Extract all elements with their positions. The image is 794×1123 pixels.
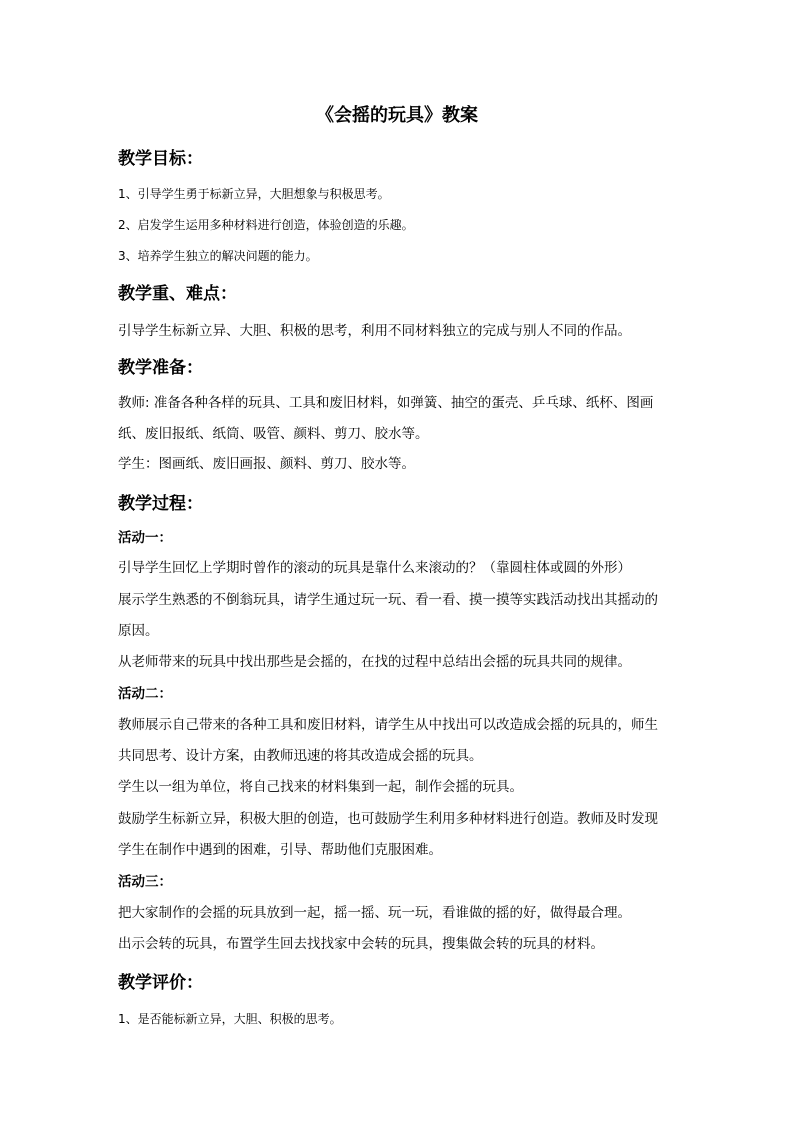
- section-heading-process: 教学过程：: [118, 494, 203, 514]
- activity-2-line: 学生以一组为单位，将自己找来的材料集到一起，制作会摇的玩具。: [118, 779, 523, 795]
- preparation-line: 纸、废旧报纸、纸筒、吸管、颜料、剪刀、胶水等。: [118, 426, 429, 442]
- evaluation-item: 1、是否能标新立异，大胆、积极的思考。: [118, 1012, 342, 1026]
- goal-item: 2、启发学生运用多种材料进行创造，体验创造的乐趣。: [118, 218, 414, 232]
- section-heading-preparation: 教学准备：: [118, 358, 203, 378]
- activity-2-line: 共同思考、设计方案，由教师迅速的将其改造成会摇的玩具。: [118, 748, 483, 764]
- activity-2-line: 学生在制作中遇到的困难，引导、帮助他们克服困难。: [118, 842, 442, 858]
- activity-1-line: 原因。: [118, 623, 159, 639]
- activity-1-label: 活动一：: [118, 530, 172, 546]
- preparation-line: 学生：图画纸、废旧画报、颜料、剪刀、胶水等。: [118, 456, 415, 472]
- section-heading-key-points: 教学重、难点：: [118, 284, 237, 304]
- document-title: 《会摇的玩具》教案: [316, 105, 478, 126]
- activity-2-line: 鼓励学生标新立异，积极大胆的创造，也可鼓励学生利用多种材料进行创造。教师及时发现: [118, 811, 658, 827]
- preparation-line: 教师: 准备各种各样的玩具、工具和废旧材料，如弹簧、抽空的蛋壳、乒乓球、纸杯、图画: [118, 395, 654, 411]
- activity-3-line: 把大家制作的会摇的玩具放到一起，摇一摇、玩一玩，看谁做的摇的好，做得最合理。: [118, 905, 631, 921]
- activity-3-label: 活动三：: [118, 874, 172, 890]
- goal-item: 3、培养学生独立的解决问题的能力。: [118, 249, 318, 263]
- activity-3-line: 出示会转的玩具，布置学生回去找找家中会转的玩具，搜集做会转的玩具的材料。: [118, 936, 604, 952]
- activity-1-line: 从老师带来的玩具中找出那些是会摇的，在找的过程中总结出会摇的玩具共同的规律。: [118, 654, 631, 670]
- activity-1-line: 展示学生熟悉的不倒翁玩具，请学生通过玩一玩、看一看、摸一摸等实践活动找出其摇动的: [118, 592, 658, 608]
- section-heading-evaluation: 教学评价：: [118, 973, 203, 993]
- activity-1-line: 引导学生回忆上学期时曾作的滚动的玩具是靠什么来滚动的？（靠圆柱体或圆的外形）: [118, 560, 631, 576]
- goal-item: 1、引导学生勇于标新立异，大胆想象与积极思考。: [118, 187, 390, 201]
- activity-2-line: 教师展示自己带来的各种工具和废旧材料，请学生从中找出可以改造成会摇的玩具的，师生: [118, 717, 658, 733]
- activity-2-label: 活动二：: [118, 686, 172, 702]
- section-heading-goals: 教学目标：: [118, 149, 203, 169]
- key-points-text: 引导学生标新立异、大胆、积极的思考，利用不同材料独立的完成与别人不同的作品。: [118, 323, 631, 339]
